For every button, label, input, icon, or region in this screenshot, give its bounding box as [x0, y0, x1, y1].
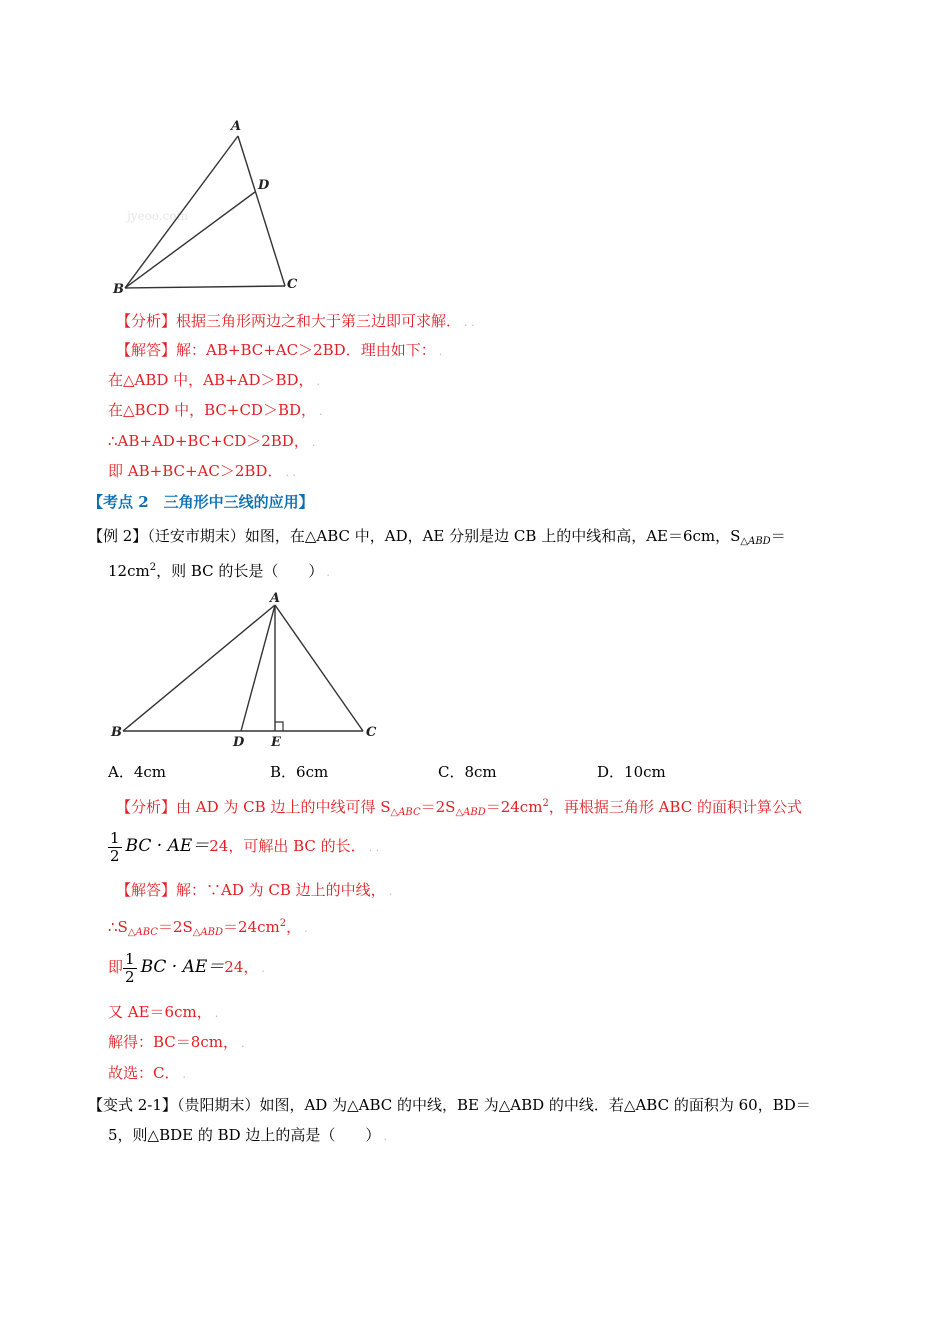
solution-2-line-4: 又 AE＝6cm， .	[108, 1003, 219, 1021]
side-bc	[125, 286, 285, 288]
fraction-half: $\frac{1}{2}$	[125, 949, 135, 986]
solution-2-line-6: 故选：C． .	[108, 1064, 186, 1082]
option-d: D．10cm	[597, 763, 666, 781]
analysis-text: 根据三角形两边之和大于第三边即可求解．	[176, 312, 462, 330]
variant-line-1: 【变式 2-1】（贵阳期末）如图，AD 为△ABC 的中线，BE 为△ABD 的中线．若△ABC 的面积为 60，BD＝	[88, 1096, 811, 1114]
analysis-1: 【分析】根据三角形两边之和大于第三边即可求解． . .	[116, 312, 475, 330]
fraction-half: $\frac{1}{2}$	[110, 828, 120, 865]
solution-tag: 【解答】	[116, 341, 177, 359]
side-ac	[238, 136, 285, 286]
label-d: D	[258, 178, 270, 193]
label-b: B	[113, 282, 124, 297]
example-2-line-2: $12cm^2$，则 BC 的长是（ ） .	[108, 562, 330, 580]
solution-1-line: ∴AB+AD+BC+CD＞2BD， .	[108, 432, 316, 450]
label-a: A	[270, 591, 281, 606]
solution-1-line: 在△ABD 中，AB+AD＞BD， .	[108, 371, 321, 389]
analysis-tag: 【分析】	[116, 312, 177, 330]
solution-1-line: 在△BCD 中，BC+CD＞BD， .	[108, 401, 323, 419]
option-a: A．4cm	[108, 763, 167, 781]
option-b: B．6cm	[270, 763, 329, 781]
example-tag: 【例 2】	[88, 527, 148, 545]
variant-line-2: 5，则△BDE 的 BD 边上的高是（ ） .	[108, 1126, 387, 1144]
solution-2-line-5: 解得：BC＝8cm， .	[108, 1033, 245, 1051]
label-b: B	[111, 725, 122, 740]
label-d: D	[233, 735, 245, 750]
label-c: C	[287, 277, 298, 292]
analysis-2-line-2: $\frac{1}{2}$ BC · AE＝24，可解出 BC 的长． . .	[110, 828, 380, 865]
variant-tag: 【变式 2-1】	[88, 1096, 177, 1114]
side-ac	[275, 605, 363, 731]
analysis-tag: 【分析】	[116, 798, 177, 816]
figure-triangle-ade	[105, 588, 395, 753]
side-ab	[123, 605, 275, 731]
solution-2-line-1: 【解答】解：∵AD 为 CB 边上的中线， .	[116, 881, 393, 899]
median-ad	[241, 605, 275, 731]
solution-1-line: 即 AB+BC+AC＞2BD． . .	[108, 462, 296, 480]
example-2-line-1: 【例 2】（迁安市期末）如图，在△ABC 中，AD，AE 分别是边 CB 上的中线和高，AE＝6cm，$S_{\triangle ABD}=$	[88, 527, 786, 547]
label-e: E	[271, 735, 281, 750]
figure-watermark: jyeoo.com	[127, 209, 188, 223]
solution-line: 解：AB+BC+AC＞2BD．理由如下：	[176, 341, 436, 359]
section-title: 【考点 2 三角形中三线的应用】	[88, 493, 314, 511]
figure-triangle-abd	[105, 112, 305, 302]
solution-2-line-3: 即 $\frac{1}{2}$ BC · AE＝24， .	[108, 949, 265, 986]
option-c: C．8cm	[438, 763, 497, 781]
right-angle-mark	[275, 722, 283, 731]
solution-tag: 【解答】	[116, 881, 177, 899]
label-c: C	[366, 725, 377, 740]
label-a: A	[231, 119, 242, 134]
segment-bd	[125, 192, 255, 288]
analysis-2-line-1: 【分析】由 AD 为 CB 边上的中线可得 $S_{\triangle ABC}=2S_{\triangle ABD}=24cm^2$，再根据三角形 ABC 的面积计算公式	[116, 798, 802, 818]
solution-1-head: 【解答】解：AB+BC+AC＞2BD．理由如下： .	[116, 341, 443, 359]
solution-2-line-2: $\therefore S_{\triangle ABC}=2S_{\triangle ABD}=24cm^2$， .	[108, 918, 308, 938]
